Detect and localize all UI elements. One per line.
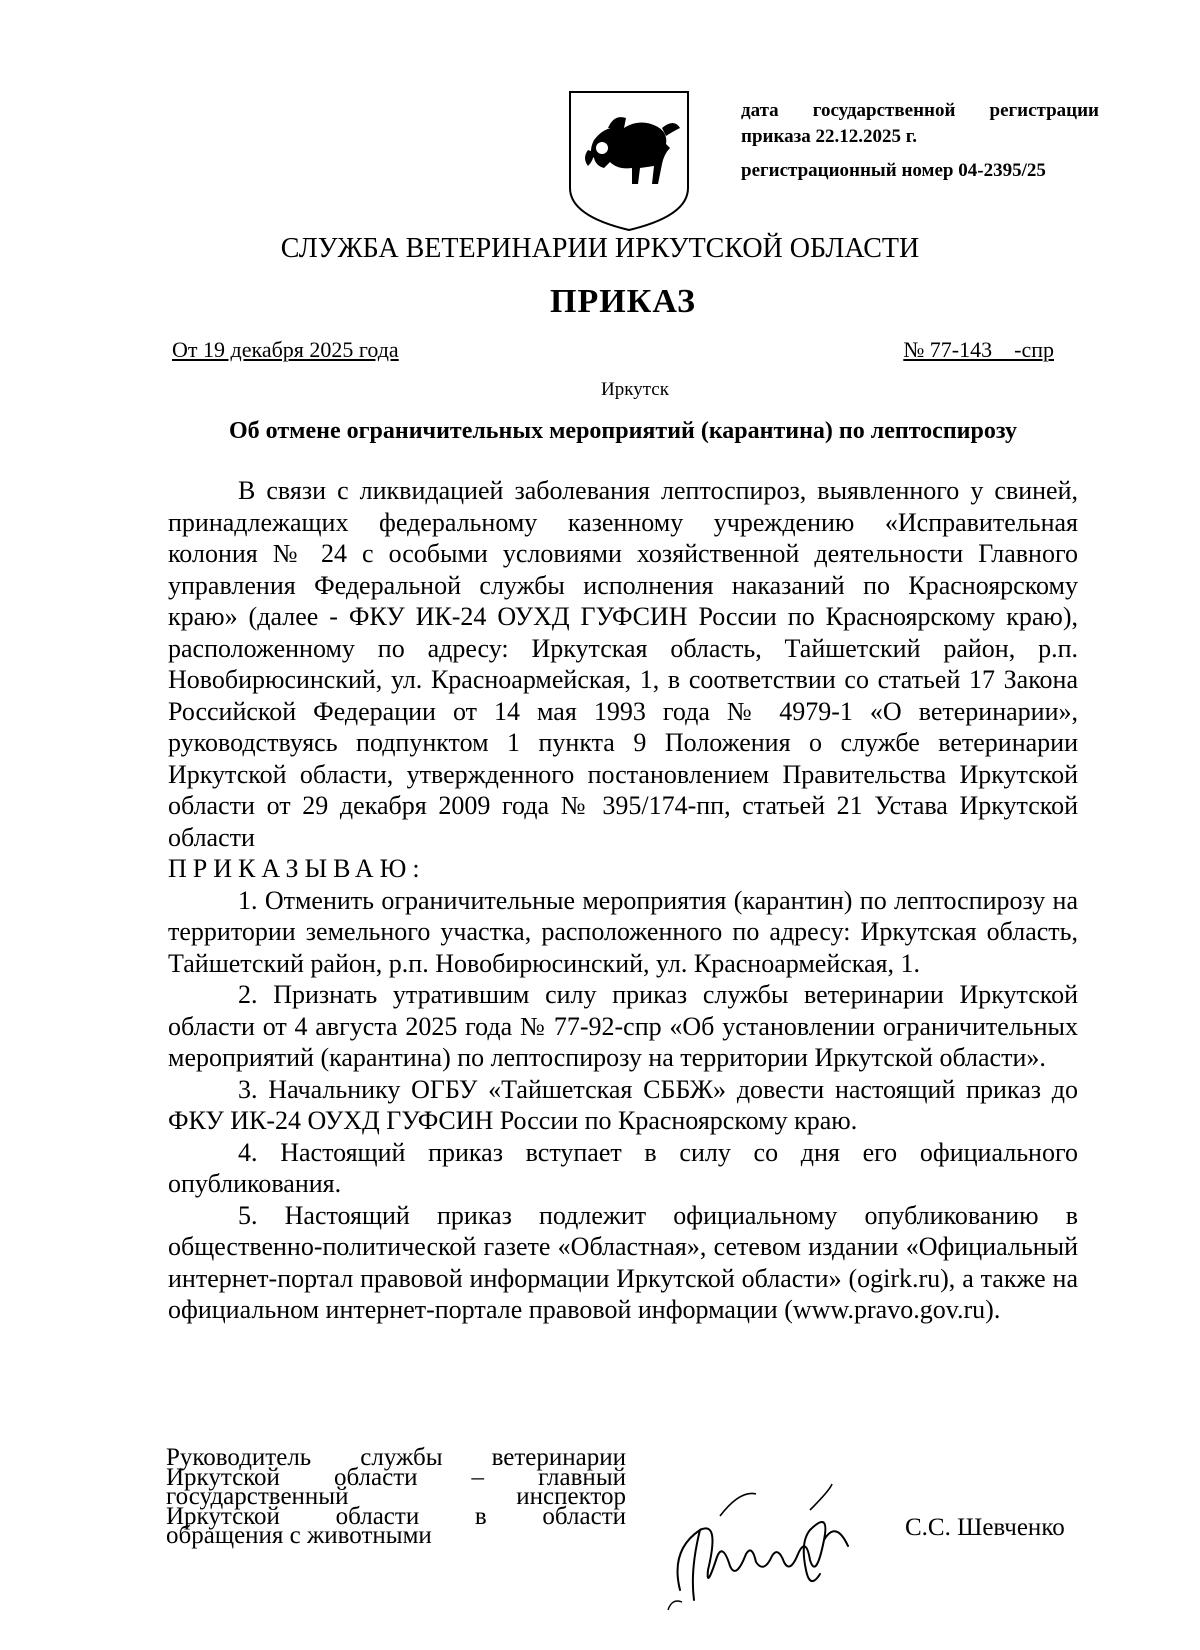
order-subject: Об отмене ограничительных мероприятий (карантина) по лептоспирозу (229, 418, 1017, 444)
order-date: От 19 декабря 2025 года (172, 337, 399, 362)
document-type-title: ПРИКАЗ (550, 283, 696, 320)
order-item-3: 3. Начальнику ОГБУ «Тайшетская СББЖ» довести настоящий приказ до ФКУ ИК-24 ОУХД ГУФСИН России по Красноярскому краю. (168, 1074, 1078, 1135)
order-item-1: 1. Отменить ограничительные мероприятия (карантин) по лептоспирозу на территории земельного участка, расположенного по адресу: Иркутская область, Тайшетский район, р.п. Новобирюсинский, ул. Красноармейская, 1. (168, 885, 1078, 978)
order-item-5: 5. Настоящий приказ подлежит официальному опубликованию в общественно-политической газете «Областная», сетевом издании «Официальный интернет-портал правовой информации Иркутской области» (ogirk.ru), а также на официальном интернет-портале правовой информации (www.pravo.gov.ru). (168, 1200, 1078, 1324)
position-line-1: Руководитель службы ветеринарии (166, 1444, 626, 1471)
preamble-paragraph: В связи с ликвидацией заболевания лептоспироз, выявленного у свиней, принадлежащих федеральному казенному учреждению «Исправительная колония № 24 с особыми условиями хозяйственной деятельности Главного управления Федеральной службы исполнения наказаний по Красноярскому краю» (далее - ФКУ ИК-24 ОУХД ГУФСИН России по Красноярскому краю), расположенному по адресу: Иркутская область, Тайшетский район, р.п. Новобирюсинский, ул. Красноармейская, 1, в соответствии со статьей 17 Закона Российской Федерации от 14 мая 1993 года № 4979-1 «О ветеринарии», руководствуясь подпунктом 1 пункта 9 Положения о службе ветеринарии Иркутской области, утвержденного постановлением Правительства Иркутской области от 29 декабря 2009 года № 395/174-пп, статьей 21 Устава Иркутской области (168, 476, 1078, 852)
order-item-2: 2. Признать утратившим силу приказ службы ветеринарии Иркутской области от 4 августа 2025 года № 77-92-спр «Об установлении ограничительных мероприятий (карантина) по лептоспирозу на территории Иркутской области». (168, 980, 1078, 1072)
registration-date-value: приказа 22.12.2025 г. (741, 126, 917, 147)
signatory-position (166, 1444, 626, 1549)
order-word: ПРИКАЗЫВАЮ: (168, 854, 426, 883)
registration-number: регистрационный номер 04-2395/25 (741, 160, 1046, 181)
position-line-5: обращения с животными (166, 1522, 432, 1549)
handwritten-signature-icon (660, 1470, 880, 1620)
position-line-4: Иркутской области в области (166, 1502, 626, 1530)
position-line-2: Иркутской области – главный (166, 1463, 626, 1491)
order-body (168, 475, 1078, 1326)
irkutsk-coat-of-arms-icon (566, 88, 692, 234)
signatory-name: С.С. Шевченко (905, 1514, 1065, 1541)
state-registration-block (741, 98, 1099, 184)
order-number: № 77-143 -спр (903, 337, 1054, 362)
agency-name: СЛУЖБА ВЕТЕРИНАРИИ ИРКУТСКОЙ ОБЛАСТИ (280, 233, 920, 264)
order-item-4: 4. Настоящий приказ вступает в силу со дня его официального опубликования. (168, 1137, 1078, 1198)
position-line-3: государственный инспектор (166, 1483, 626, 1510)
registration-date-label: дата государственной регистрации (741, 100, 1099, 121)
order-city: Иркутск (601, 379, 669, 400)
